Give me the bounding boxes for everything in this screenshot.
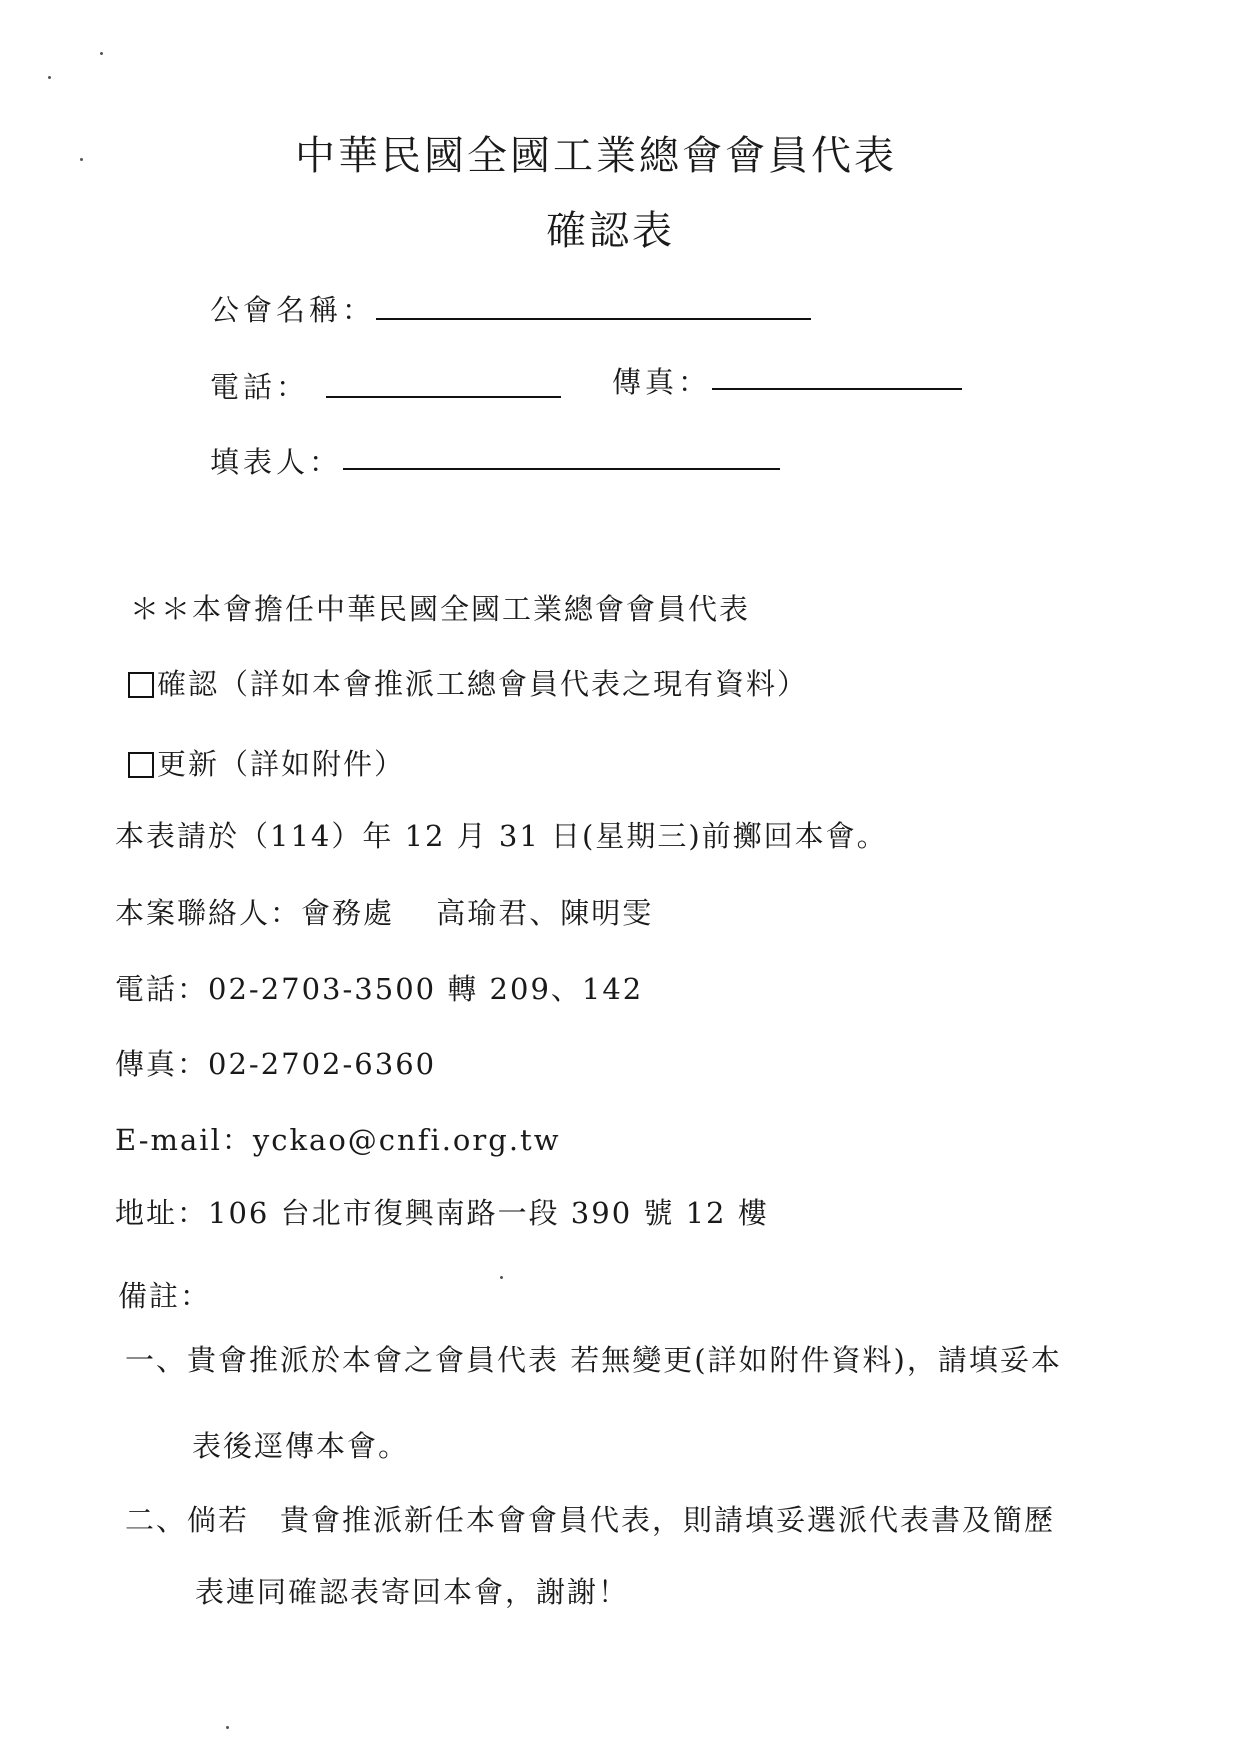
update-label: 更新（詳如附件） <box>157 747 406 781</box>
scan-speck <box>48 76 51 79</box>
statement-text: ＊＊本會擔任中華民國全國工業總會會員代表 <box>130 592 751 626</box>
note-1-line-2: 表後逕傳本會。 <box>192 1429 410 1463</box>
contact-fax: 傳真：02-2702-6360 <box>115 1047 437 1081</box>
phone-input-line[interactable] <box>326 396 561 398</box>
note-2-line-1: 二、倘若 貴會推派新任本會會員代表，則請填妥選派代表書及簡歷 <box>125 1503 1056 1537</box>
contact-phone: 電話：02-2703-3500 轉 209、142 <box>115 972 644 1006</box>
option-update[interactable] <box>128 747 406 781</box>
phone-label: 電話： <box>210 370 310 404</box>
fax-input-line[interactable] <box>712 388 962 390</box>
scan-speck <box>500 1276 503 1279</box>
contact-address: 地址：106 台北市復興南路一段 390 號 12 樓 <box>115 1196 769 1230</box>
scan-speck <box>226 1726 229 1729</box>
deadline-text: 本表請於（114）年 12 月 31 日(星期三)前擲回本會。 <box>115 819 888 853</box>
note-2-line-2: 表連同確認表寄回本會，謝謝！ <box>195 1575 630 1609</box>
filler-input-line[interactable] <box>343 468 780 470</box>
confirm-label: 確認（詳如本會推派工總會員代表之現有資料） <box>157 667 809 701</box>
fax-label: 傳真： <box>612 365 712 399</box>
scan-speck <box>100 52 103 55</box>
note-1-line-1: 一、貴會推派於本會之會員代表 若無變更(詳如附件資料)，請填妥本 <box>125 1343 1062 1377</box>
filler-label: 填表人： <box>210 445 343 479</box>
union-name-label: 公會名稱： <box>210 293 376 327</box>
contact-email: E-mail：yckao@cnfi.org.tw <box>115 1123 561 1157</box>
form-title: 中華民國全國工業總會會員代表 <box>295 133 897 179</box>
option-confirm[interactable] <box>128 667 809 701</box>
notes-heading: 備註： <box>118 1279 212 1313</box>
form-subtitle: 確認表 <box>546 208 675 254</box>
scan-speck <box>80 158 83 161</box>
union-name-input-line[interactable] <box>376 318 811 320</box>
update-checkbox[interactable] <box>128 752 154 778</box>
confirm-checkbox[interactable] <box>128 672 154 698</box>
contact-person: 本案聯絡人：會務處 高瑜君、陳明雯 <box>115 896 654 930</box>
